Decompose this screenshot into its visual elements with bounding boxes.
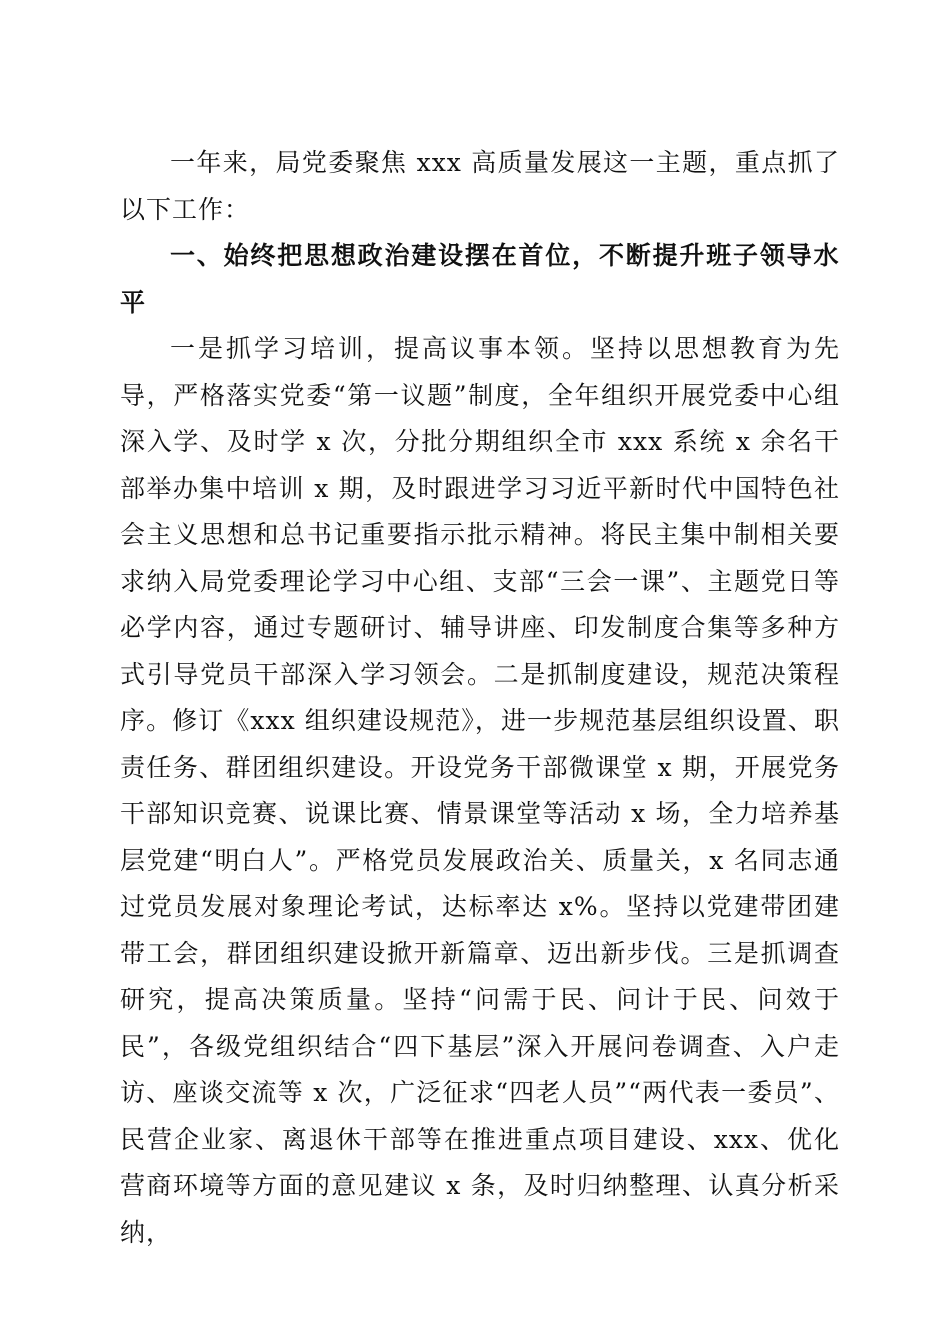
document-body	[120, 140, 840, 1256]
section-heading: 一、始终把思想政治建设摆在首位，不断提升班子领导水平	[120, 241, 840, 317]
body-paragraph: 一是抓学习培训，提高议事本领。坚持以思想教育为先导，严格落实党委“第一议题”制度，全年组织开展党委中心组深入学、及时学 x 次，分批分期组织全市 xxx 系统 x 余名干部举办集中培训 x 期，及时跟进学习习近平新时代中国特色社会主义思想和总书记重要指示批示精神。将民主集中制相关要求纳入局党委理论学习中心组、支部“三会一课”、主题党日等必学内容，通过专题研讨、辅导讲座、印发制度合集等多种方式引导党员干部深入学习领会。二是抓制度建设，规范决策程序。修订《xxx 组织建设规范》，进一步规范基层组织设置、职责任务、群团组织建设。开设党务干部微课堂 x 期，开展党务干部知识竞赛、说课比赛、情景课堂等活动 x 场，全力培养基层党建“明白人”。严格党员发展政治关、质量关，x 名同志通过党员发展对象理论考试，达标率达 x%。坚持以党建带团建带工会，群团组织建设掀开新篇章、迈出新步伐。三是抓调查研究，提高决策质量。坚持“问需于民、问计于民、问效于民”，各级党组织结合“四下基层”深入开展问卷调查、入户走访、座谈交流等 x 次，广泛征求“四老人员”“两代表一委员”、民营企业家、离退休干部等在推进重点项目建设、xxx、优化营商环境等方面的意见建议 x 条，及时归纳整理、认真分析采纳，	[120, 334, 840, 1247]
intro-paragraph: 一年来，局党委聚焦 xxx 高质量发展这一主题，重点抓了以下工作：	[120, 148, 840, 224]
